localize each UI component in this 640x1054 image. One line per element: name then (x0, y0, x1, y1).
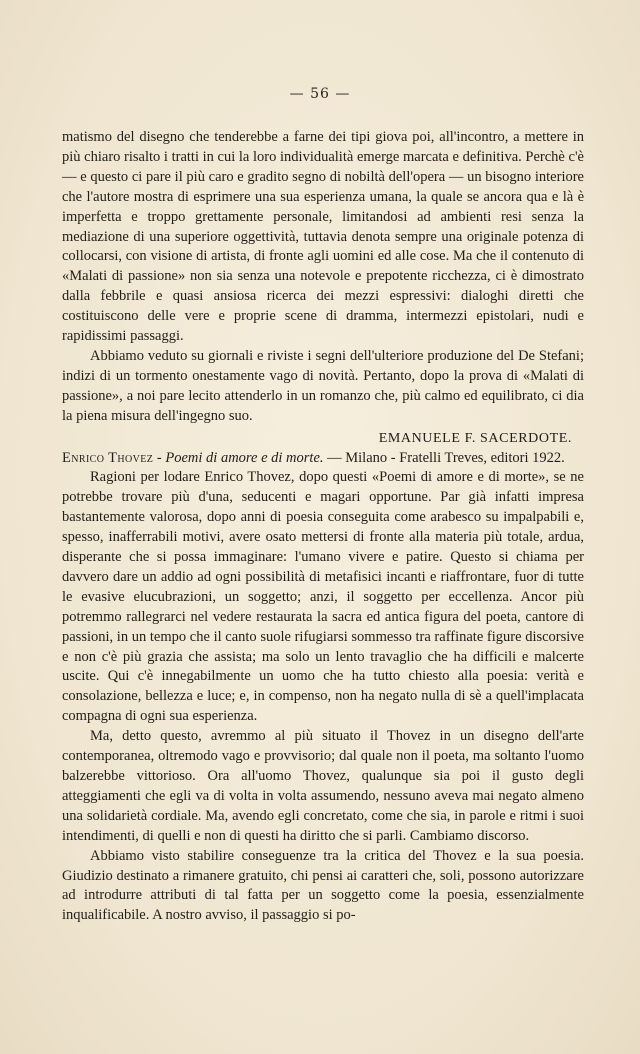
review-malati-di-passione (62, 128, 584, 449)
reviewed-author: Enrico Thovez (62, 449, 154, 466)
paragraph: Abbiamo veduto su giornali e riviste i segni dell'ulteriore produzione del De Stefani; indizi di un tormento onestamente vago di novità. Pertanto, dopo la prova di «Malati di passione», a noi pare lecito attenderlo in un romanzo che, più calmo ed equilibrato, ci dia la piena misura dell'ingegno suo. (62, 347, 584, 424)
paragraph: Ma, detto questo, avremmo al più situato il Thovez in un disegno dell'arte contemporanea, oltremodo vago e provvisorio; dal quale non il poeta, ma soltanto l'uomo balzerebbe vittorioso. Ora all'uomo Thovez, qualunque sia poi il gusto degli atteggiamenti che egli va di volta in volta assumendo, nessuno aveva mai negato almeno una solidarietà cordiale. Ma, avendo egli concretato, come che sia, in parole e ritmi i suoi intendimenti, di quelli e non di questi ha diritto che si parli. Cambiamo discorso. (62, 728, 584, 844)
review-poemi-di-amore-e-di-morte (62, 449, 584, 927)
page-number: — 56 — (289, 86, 351, 102)
publisher-info: — Milano - Fratelli Treves, editori 1922. (323, 449, 565, 466)
heading-separator: - (153, 449, 166, 466)
reviewer-signature: EMANUELE F. SACERDOTE. (378, 430, 572, 446)
paragraph: Abbiamo visto stabilire conseguenze tra la critica del Thovez e la sua poesia. Giudizio destinato a rimanere gratuito, chi pensi ai caratteri che, soli, possono autorizzare ad introdurre attributi di tal fatta per un soggetto come la poesia, essenzialmente inqualificabile. A nostro avviso, il passaggio si po- (62, 847, 584, 924)
paragraph: Ragioni per lodare Enrico Thovez, dopo questi «Poemi di amore e di morte», se ne potrebbe trovare più d'una, seducenti e magari opportune. Par già infatti impresa bastantemente valorosa, dopo anni di poesia conseguita come arabesco su impalpabili e, spesso, inafferrabili motivi, avere osato mettersi di fronte alla materia più totale, ardua, disperante che si possa immaginare: l'umano vivere e patire. Questo si chiama per davvero dare un addio ad ogni possibilità di metafisici incanti e riaffrontare, fuor di tutte le evasive elucubrazioni, un soggetto; anzi, il soggetto per eccellenza. Ancor più potremmo rallegrarci nel vedere restaurata la sacra ed antica figura del poeta, cantore di passioni, in un tempo che il canto suole rifugiarsi sommesso tra raffinate figure discorsive e non c'è più grazia che assista; ma solo un lento travaglio che ha difficili e malcerte uscite. Qui c'è innegabilmente un uomo che ha tutto chiesto alla poesia: verità e consolazione, bellezza e luce; e, in compenso, non ha negato nulla di sè a quell'implacata compagna di ogni sua esperienza. (62, 469, 584, 725)
bibliographic-heading (62, 449, 584, 469)
paragraph-continuation: matismo del disegno che tenderebbe a farne dei tipi giova poi, all'incontro, a mettere in più chiaro risalto i tratti in cui la loro individualità emerge marcata e definitiva. Perchè c'è — e questo ci pare il più caro e gradito segno di nobiltà dell'opera — un bisogno interiore che l'autore mostra di esprimere una sua esperienza umana, la quale se ancora qua e là è imperfetta e troppo grettamente personale, limitandosi ad ambienti resi senza la mediazione di una superiore oggettività, tuttavia denota sempre una originale potenza di collocarsi, con visione di artista, di fronte agli uomini ed alle cose. Ma che il contenuto di «Malati di passione» non sia senza una notevole e prepotente ricchezza, ci è dimostrato dalla febbrile e quasi ansiosa ricerca dei mezzi espressivi: dialoghi diretti che costituiscono delle vere e proprie scene di dramma, intermezzi epistolari, nudi e rapidissimi passaggi. (62, 129, 584, 345)
reviewed-work-title: Poemi di amore e di morte. (165, 449, 324, 466)
page-body (62, 128, 584, 926)
